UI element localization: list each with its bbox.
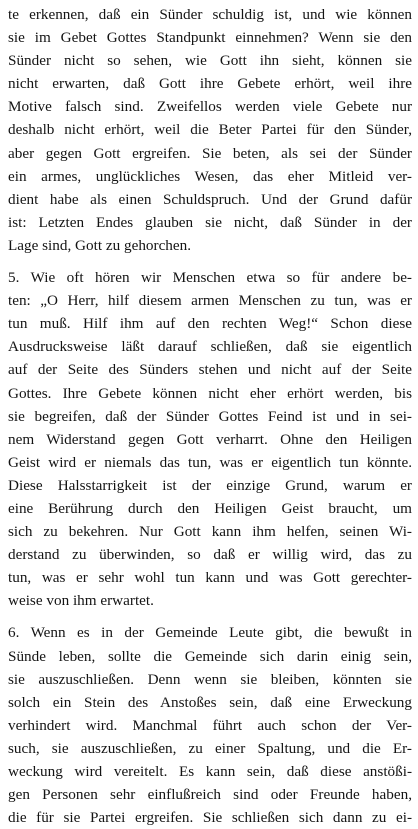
paragraph-continuation [8,3,412,257]
text-line: auf der Seite des Sünders stehen und nicht auf der Seite [8,361,412,379]
text-line: sie im Gebet Gottes Standpunkt einnehmen? Wenn sie den [8,29,412,47]
text-line: 5. Wie oft hören wir Menschen etwa so für andere be- [8,269,412,287]
text-line: Lage sind, Gott zu gehorchen. [8,236,192,254]
text-line: nem Widerstand gegen Gott verharrt. Ohne den Heiligen [8,430,412,448]
text-line: such, sie auszuschließen, zu einer Spaltung, und die Er- [8,739,412,757]
text-line: aber gegen Gott ergreifen. Sie beten, als sei der Sünder [8,144,412,162]
text-line: sich zu bekehren. Nur Gott kann ihm helfen, seinen Wi- [8,523,412,541]
text-line: weise von ihm erwartet. [8,592,154,610]
text-line: Sünde leben, sollte die Gemeinde sich darin einig sein, [8,647,412,665]
text-line: sie begreifen, daß der Sünder Gottes Feind ist und in sei- [8,407,412,425]
text-line: eine Berührung durch den Heiligen Geist braucht, um [8,499,412,517]
text-line: ten: „O Herr, hilf diesem armen Menschen zu tun, was er [8,292,412,310]
text-line: weckung wird vereitelt. Es kann sein, daß diese anstößi- [8,763,412,780]
text-line: solch ein Stein des Anstoßes sein, daß eine Erweckung [8,693,412,711]
text-line: Diese Halsstarrigkeit ist der einzige Grund, warum er [8,476,412,494]
paragraph-5 [8,266,412,612]
text-line: Motive falsch sind. Zweifellos werden viele Gebete nur [8,98,412,116]
paragraph-gap [8,257,412,266]
paragraph-gap [8,612,412,621]
text-line: ist: Letzten Endes glauben sie nicht, daß Sünder in der [8,213,412,231]
text-line: Ausdrucksweise läßt darauf schließen, daß sie eigentlich [8,338,412,356]
text-line: tun muß. Hilf ihm auf den rechten Weg!“ Schon diese [8,315,412,333]
text-line: verhindert wird. Manchmal führt auch schon der Ver- [8,716,412,734]
text-line: ein armes, unglückliches Wesen, das eher Mitleid ver- [8,167,412,185]
text-line: Geist wird er niemals das tun, was er eigentlich tun könnte. [8,453,412,471]
text-line: sie auszuschließen. Denn wenn sie bleiben, könnten sie [8,670,412,688]
text-line: tun, was er sehr wohl tun kann und was Gott gerechter- [8,569,412,587]
text-line: gen Personen sehr einflußreich sind oder Freunde haben, [8,786,412,804]
text-line: die für sie Partei ergreifen. Sie schließen sich dann zu ei- [8,809,412,827]
text-line: Sünder nicht so sehen, wie Gott ihn sieht, können sie [8,52,412,70]
paragraph-6 [8,621,412,829]
text-line: te erkennen, daß ein Sünder schuldig ist, und wie können [8,6,412,23]
text-line: deshalb nicht erhört, weil die Beter Partei für den Sünder, [8,121,412,139]
text-line: derstand zu überwinden, so daß er willig wird, das zu [8,546,412,564]
text-line: 6. Wenn es in der Gemeinde Leute gibt, die bewußt in [8,624,412,642]
text-line: dient habe als einen Schuldspruch. Und der Grund dafür [8,190,412,208]
text-line: nicht erwarten, daß Gott ihre Gebete erhört, weil ihre [8,75,412,93]
text-line: Gottes. Ihre Gebete können nicht eher erhört werden, bis [8,384,412,402]
